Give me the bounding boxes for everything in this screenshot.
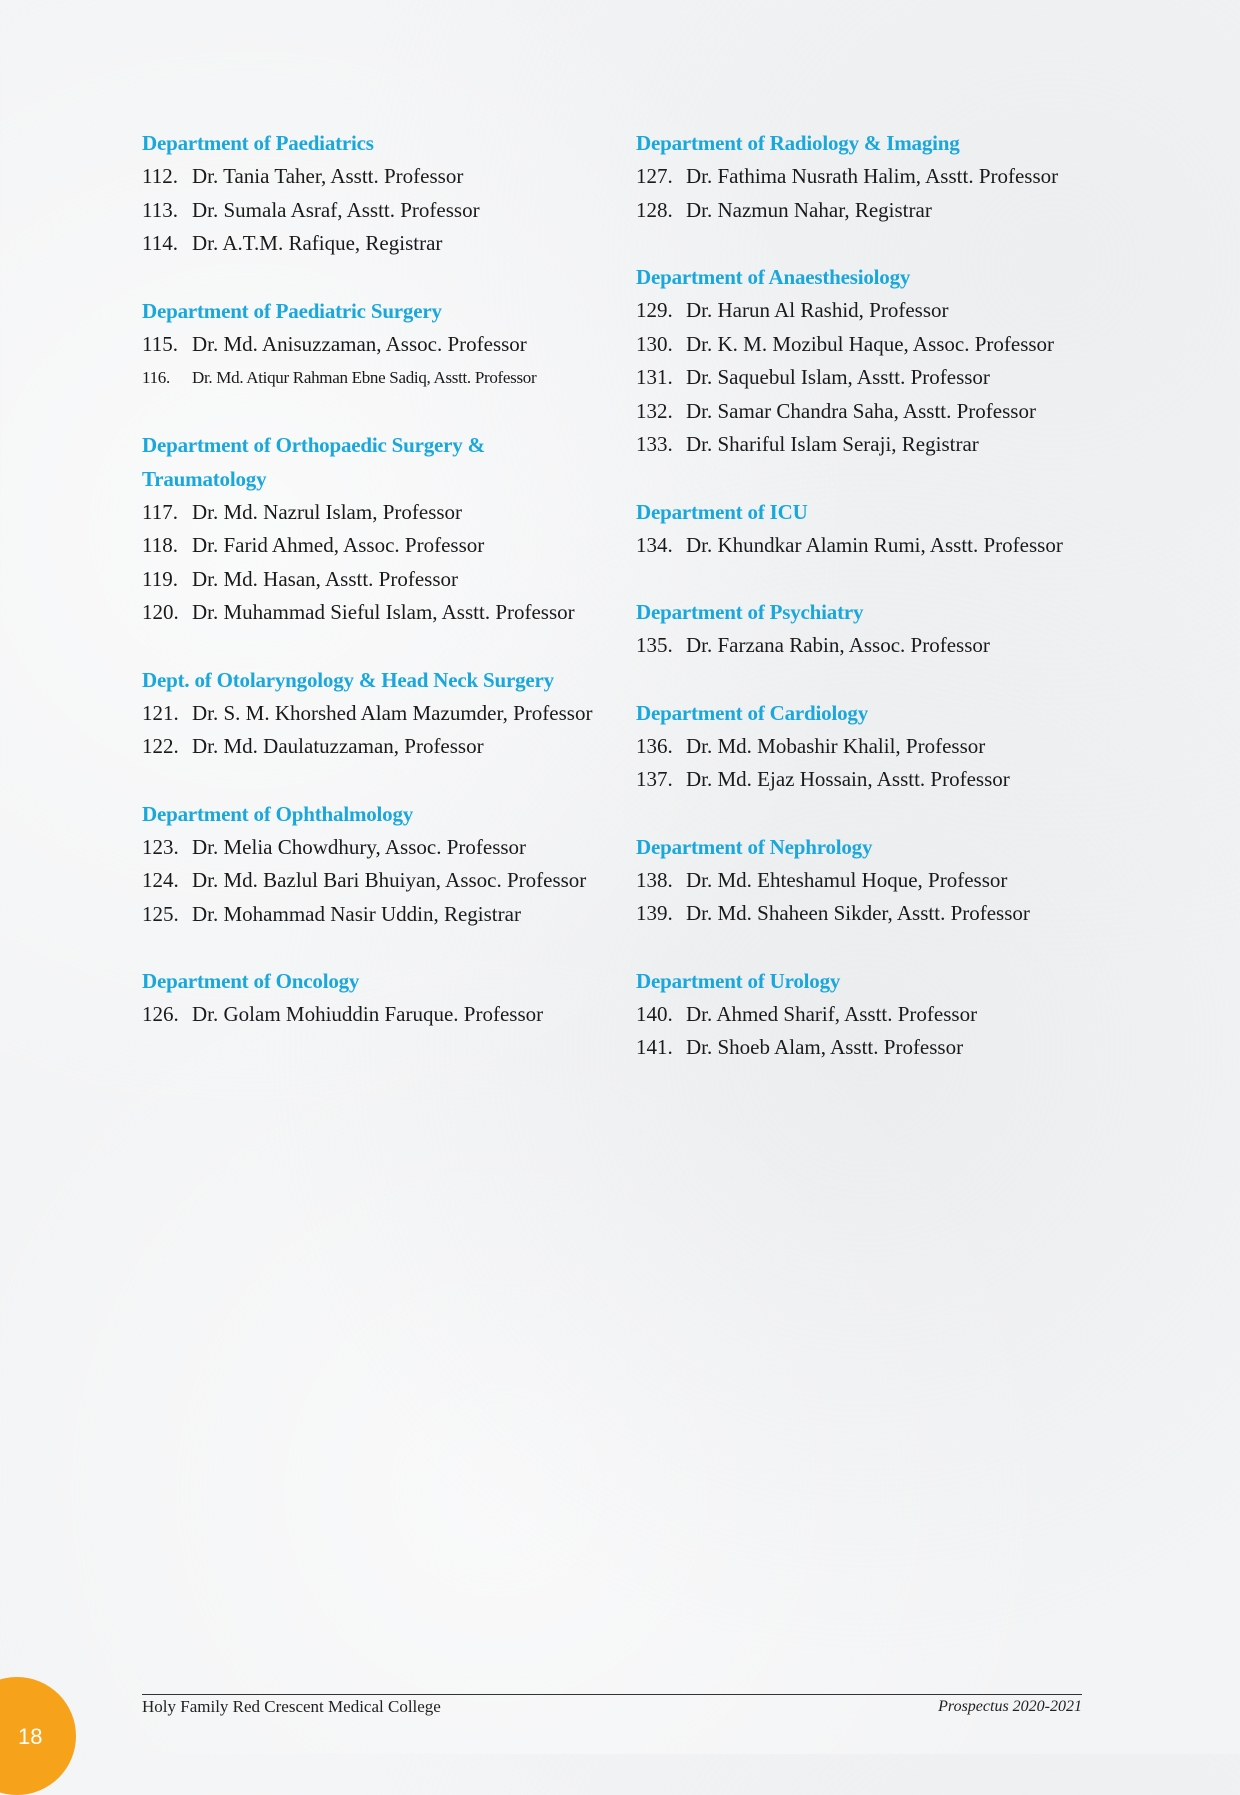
- faculty-entry: [142, 730, 612, 764]
- entry-name: Dr. Md. Hasan, Asstt. Professor: [192, 566, 458, 591]
- entry-name: Dr. Nazmun Nahar, Registrar: [686, 197, 932, 222]
- entry-name: Dr. Saquebul Islam, Asstt. Professor: [686, 365, 990, 389]
- faculty-entry: [636, 897, 1106, 931]
- entry-name: Dr. Md. Atiqur Rahman Ebne Sadiq, Asstt. Professor: [192, 368, 537, 387]
- entry-name: Dr. A.T.M. Rafique, Registrar: [192, 231, 443, 255]
- dept-section-paediatrics: [142, 126, 612, 261]
- faculty-entry: [142, 596, 612, 630]
- faculty-entry: [142, 864, 612, 898]
- faculty-entry: [636, 428, 1106, 462]
- entry-number: 126.: [142, 1002, 179, 1026]
- page-number: 18: [18, 1724, 43, 1749]
- dept-section-psychiatry: [636, 595, 1106, 663]
- faculty-entry: [636, 361, 1106, 395]
- dept-heading: Department of Cardiology: [636, 700, 868, 725]
- entry-number: 140.: [636, 1001, 673, 1026]
- entry-name: Dr. S. M. Khorshed Alam Mazumder, Professor: [192, 700, 593, 725]
- entry-name: Dr. Melia Chowdhury, Assoc. Professor: [192, 834, 527, 859]
- entry-name: Dr. Md. Nazrul Islam, Professor: [192, 499, 463, 524]
- dept-heading: Department of Urology: [636, 968, 841, 993]
- entry-name: Dr. Md. Daulatuzzaman, Professor: [192, 734, 484, 758]
- faculty-entry: [142, 998, 612, 1032]
- faculty-entry: [636, 763, 1106, 797]
- entry-number: 117.: [142, 499, 178, 524]
- entry-number: 131.: [636, 365, 673, 389]
- entry-number: 113.: [142, 197, 178, 222]
- entry-name: Dr. Sumala Asraf, Asstt. Professor: [192, 197, 480, 222]
- faculty-entry: [142, 361, 612, 395]
- faculty-entry: [142, 831, 612, 865]
- entry-name: Dr. Md. Bazlul Bari Bhuiyan, Assoc. Professor: [192, 868, 587, 892]
- entry-number: 120.: [142, 600, 179, 624]
- entry-name: Dr. Fathima Nusrath Halim, Asstt. Professor: [686, 164, 1059, 188]
- entry-name: Dr. Muhammad Sieful Islam, Asstt. Professor: [192, 600, 575, 624]
- entry-name: Dr. Md. Ejaz Hossain, Asstt. Professor: [686, 767, 1010, 791]
- dept-section-paediatric-surgery: [142, 294, 612, 395]
- dept-heading: Department of Psychiatry: [636, 600, 864, 624]
- entry-name: Dr. Mohammad Nasir Uddin, Registrar: [192, 901, 521, 926]
- entry-number: 121.: [142, 700, 179, 725]
- dept-section-nephrology: [636, 830, 1106, 931]
- entry-number: 138.: [636, 867, 673, 892]
- entry-name: Dr. Md. Anisuzzaman, Assoc. Professor: [192, 331, 527, 356]
- entry-name: Dr. Ahmed Sharif, Asstt. Professor: [686, 1001, 978, 1026]
- faculty-entry: [636, 529, 1106, 563]
- faculty-entry: [636, 395, 1106, 429]
- dept-section-anaesthesiology: [636, 260, 1106, 462]
- faculty-entry: [636, 328, 1106, 362]
- entry-number: 127.: [636, 164, 673, 188]
- entry-number: 123.: [142, 834, 179, 859]
- faculty-entry: [636, 998, 1106, 1032]
- dept-heading: Department of Nephrology: [636, 834, 873, 859]
- dept-heading: Department of Oncology: [142, 969, 360, 993]
- entry-number: 112.: [142, 164, 178, 188]
- entry-name: Dr. Shoeb Alam, Asstt. Professor: [686, 1035, 964, 1059]
- faculty-entry: [142, 529, 612, 563]
- entry-name: Dr. Md. Mobashir Khalil, Professor: [686, 733, 986, 758]
- entry-number: 137.: [636, 767, 673, 791]
- entry-number: 141.: [636, 1035, 673, 1059]
- faculty-entry: [636, 194, 1106, 228]
- faculty-entry: [142, 328, 612, 362]
- entry-name: Dr. Farzana Rabin, Assoc. Professor: [686, 633, 990, 657]
- entry-number: 133.: [636, 432, 673, 456]
- faculty-entry: [636, 730, 1106, 764]
- dept-heading: Department of Radiology & Imaging: [636, 131, 960, 155]
- footer-college-name: Holy Family Red Crescent Medical College: [142, 1697, 441, 1716]
- dept-heading: Department of Orthopaedic Surgery & Traumatology: [142, 432, 485, 491]
- dept-section-radiology: [636, 126, 1106, 227]
- faculty-entry: [142, 227, 612, 261]
- dept-section-otolaryngology: [142, 663, 612, 764]
- entry-name: Dr. Samar Chandra Saha, Asstt. Professor: [686, 398, 1036, 423]
- dept-section-icu: [636, 495, 1106, 563]
- entry-number: 132.: [636, 398, 673, 423]
- entry-number: 136.: [636, 733, 673, 758]
- footer-publication: Prospectus 2020-2021: [938, 1698, 1082, 1715]
- faculty-entry: [142, 194, 612, 228]
- dept-heading: Department of Paediatric Surgery: [142, 298, 442, 323]
- entry-name: Dr. K. M. Mozibul Haque, Assoc. Professor: [686, 331, 1055, 356]
- entry-name: Dr. Khundkar Alamin Rumi, Asstt. Professor: [686, 532, 1063, 557]
- dept-section-orthopaedic: [142, 428, 612, 630]
- faculty-entry: [636, 629, 1106, 663]
- entry-number: 115.: [142, 331, 178, 356]
- entry-number: 129.: [636, 298, 673, 322]
- footer-divider: [142, 1694, 1082, 1695]
- entry-number: 134.: [636, 532, 673, 557]
- entry-number: 130.: [636, 331, 673, 356]
- faculty-entry: [142, 496, 612, 530]
- faculty-entry: [636, 294, 1106, 328]
- entry-number: 119.: [142, 566, 178, 591]
- dept-heading: Dept. of Otolaryngology & Head Neck Surgery: [142, 667, 554, 692]
- entry-name: Dr. Tania Taher, Asstt. Professor: [192, 164, 464, 188]
- entry-number: 122.: [142, 734, 179, 758]
- dept-section-oncology: [142, 964, 612, 1032]
- dept-heading: Department of ICU: [636, 499, 808, 524]
- dept-section-ophthalmology: [142, 797, 612, 932]
- entry-name: Dr. Md. Ehteshamul Hoque, Professor: [686, 867, 1008, 892]
- entry-name: Dr. Harun Al Rashid, Professor: [686, 298, 949, 322]
- dept-section-urology: [636, 964, 1106, 1065]
- entry-number: 114.: [142, 231, 178, 255]
- entry-name: Dr. Golam Mohiuddin Faruque. Professor: [192, 1002, 544, 1026]
- faculty-entry: [636, 864, 1106, 898]
- faculty-entry: [636, 1031, 1106, 1065]
- dept-heading: Department of Paediatrics: [142, 131, 374, 155]
- entry-number: 116.: [142, 368, 170, 387]
- entry-number: 135.: [636, 633, 673, 657]
- faculty-entry: [142, 697, 612, 731]
- entry-name: Dr. Shariful Islam Seraji, Registrar: [686, 432, 979, 456]
- dept-section-cardiology: [636, 696, 1106, 797]
- left-column: [142, 126, 612, 1065]
- faculty-entry: [142, 898, 612, 932]
- faculty-entry: [636, 160, 1106, 194]
- entry-name: Dr. Farid Ahmed, Assoc. Professor: [192, 533, 485, 557]
- entry-name: Dr. Md. Shaheen Sikder, Asstt. Professor: [686, 901, 1030, 925]
- entry-number: 124.: [142, 868, 179, 892]
- dept-heading: Department of Ophthalmology: [142, 801, 414, 826]
- faculty-entry: [142, 563, 612, 597]
- entry-number: 139.: [636, 901, 673, 925]
- entry-number: 118.: [142, 533, 178, 557]
- entry-number: 125.: [142, 901, 179, 926]
- faculty-entry: [142, 160, 612, 194]
- dept-heading: Department of Anaesthesiology: [636, 265, 911, 289]
- entry-number: 128.: [636, 197, 673, 222]
- right-column: [636, 126, 1106, 1098]
